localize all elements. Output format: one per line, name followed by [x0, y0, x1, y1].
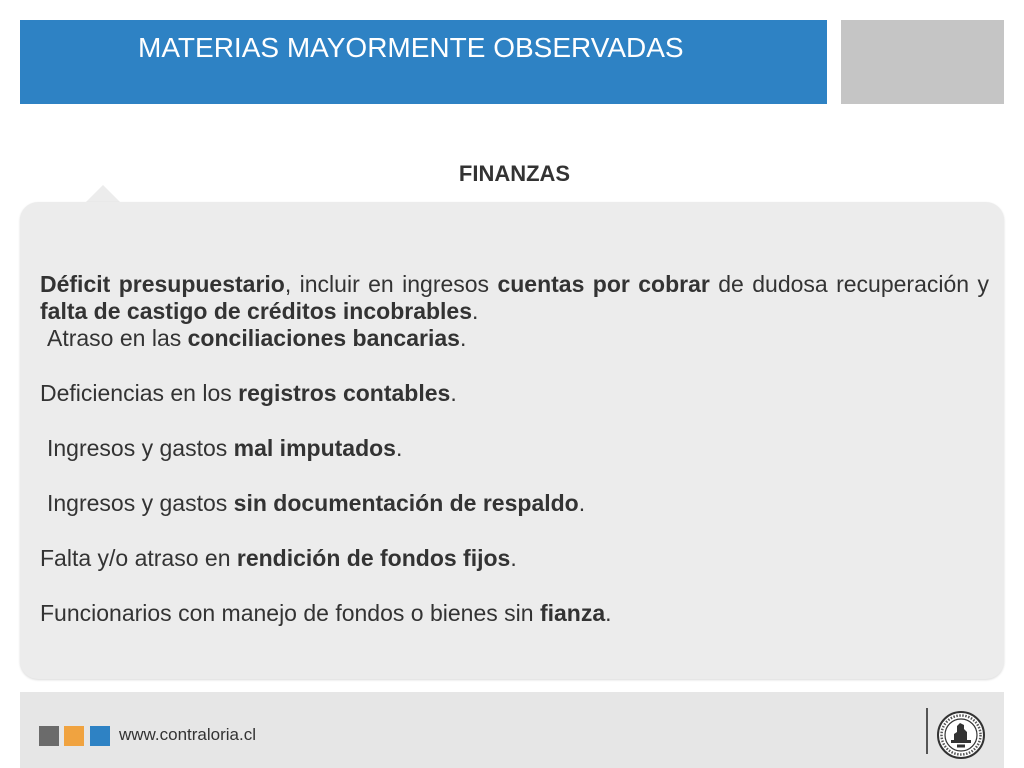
- list-item: [40, 271, 989, 325]
- contraloria-seal-icon: [936, 710, 986, 760]
- item-text: , incluir en ingresos: [284, 271, 498, 297]
- item-text: Ingresos y gastos: [47, 435, 234, 461]
- item-text: .: [459, 325, 467, 351]
- emphasis-text: rendición de fondos fijos: [236, 545, 511, 571]
- emphasis-text: Déficit presupuestario: [40, 271, 285, 297]
- emphasis-text: sin documentación de respaldo: [233, 490, 579, 516]
- footer-bar: [20, 692, 1004, 768]
- item-text: Ingresos y gastos: [47, 490, 234, 516]
- item-text: .: [578, 490, 586, 516]
- list-item: [40, 545, 989, 572]
- item-text: .: [395, 435, 403, 461]
- emphasis-text: fianza: [539, 600, 606, 626]
- item-text: .: [450, 380, 457, 406]
- title-bar: [20, 20, 827, 104]
- brand-square-grey: [39, 726, 59, 746]
- list-item: [40, 490, 989, 517]
- callout-pointer: [85, 185, 121, 203]
- section-heading: FINANZAS: [458, 161, 571, 186]
- footer-website-link[interactable]: www.contraloria.cl: [119, 725, 256, 744]
- header-accent-block: [841, 20, 1004, 104]
- item-text: .: [605, 600, 612, 626]
- brand-square-orange: [64, 726, 84, 746]
- content-panel: [20, 202, 1004, 679]
- observation-list: [40, 271, 989, 655]
- list-item: [40, 380, 989, 407]
- emphasis-text: cuentas por cobrar: [497, 271, 710, 297]
- footer-divider: [926, 708, 928, 754]
- item-text: .: [472, 298, 479, 324]
- slide-title: MATERIAS MAYORMENTE OBSERVADAS: [138, 32, 684, 63]
- list-item: [40, 600, 989, 627]
- list-item: [40, 325, 989, 352]
- emphasis-text: conciliaciones bancarias: [187, 325, 460, 351]
- item-text: Deficiencias en los: [40, 380, 239, 406]
- emphasis-text: mal imputados: [233, 435, 396, 461]
- item-text: Falta y/o atraso en: [40, 545, 237, 571]
- item-text: .: [510, 545, 517, 571]
- emphasis-text: falta de castigo de créditos incobrables: [40, 298, 473, 324]
- item-text: Funcionarios con manejo de fondos o bienes sin: [40, 600, 540, 626]
- list-item: [40, 435, 989, 462]
- brand-square-blue: [90, 726, 110, 746]
- item-text: de dudosa recuperación y: [709, 271, 989, 297]
- emphasis-text: registros contables: [238, 380, 451, 406]
- item-text: Atraso en las: [47, 325, 188, 351]
